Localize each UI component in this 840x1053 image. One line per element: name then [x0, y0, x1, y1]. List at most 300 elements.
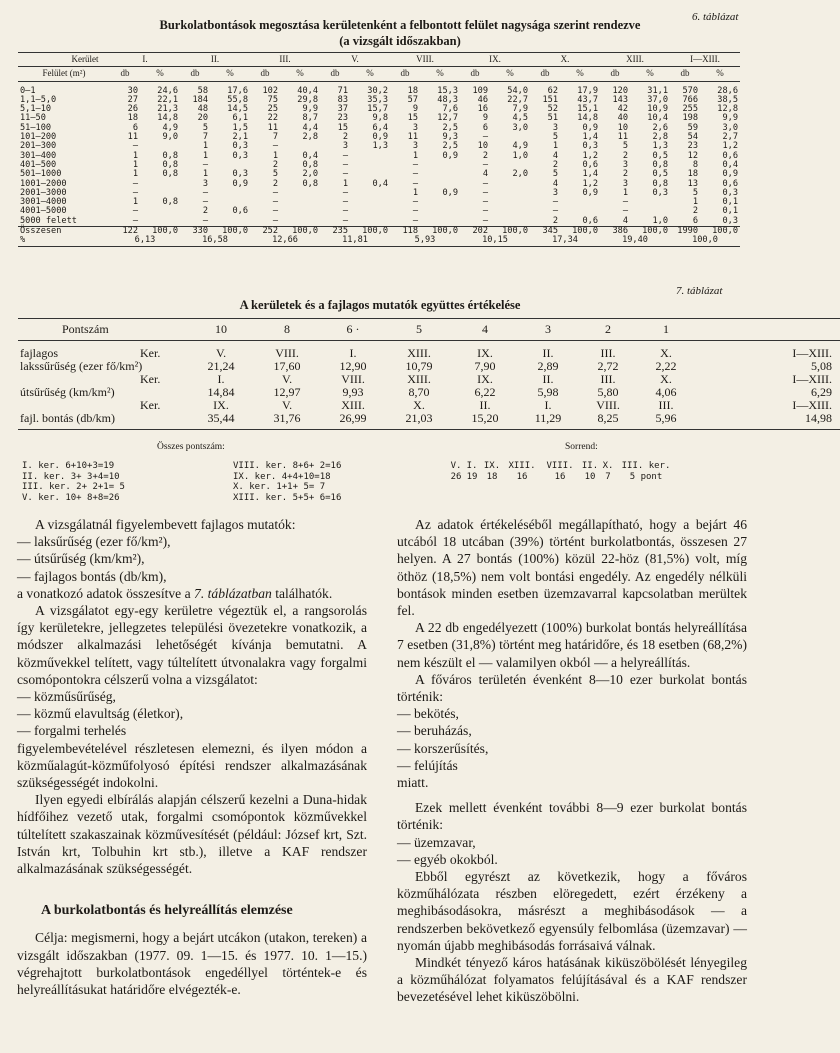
table-cell: 0,6 — [722, 150, 738, 161]
table-cell: 57 — [407, 94, 418, 105]
list-item: — laksűrűség (ezer fő/km²), — [17, 534, 171, 550]
table-cell: 2,6 — [652, 122, 668, 133]
table-cell: 10,79 — [405, 359, 433, 373]
table-cell: 30,2 — [367, 85, 388, 96]
table-cell: 0,8 — [652, 178, 668, 189]
table-cell: 15,3 — [437, 85, 458, 96]
table-cell: 9,9 — [302, 104, 318, 115]
district-header: IX. — [460, 53, 530, 67]
table-cell: 1,5 — [232, 122, 248, 133]
sorrend-district: III. ker. — [621, 461, 671, 471]
table-cell: 102 — [262, 85, 278, 96]
pct-header: % — [210, 67, 250, 81]
paragraph: Célja: megismerni, hogy a bejárt utcákon (utakon, tereken) a vizsgált időszakban (1977. 09. 1—15. és 1977. 10. 1—15.) végrehajtott burkolatbontások engedéllyel történtek-e és helyreállításukat határidőre elvégezték-e. — [17, 930, 367, 998]
table-cell: 8,7 — [302, 113, 318, 124]
total-cell: 100,0 — [560, 227, 600, 237]
row-sublabel: Ker. — [140, 372, 161, 386]
table-cell: 2 — [692, 206, 698, 217]
table-cell: III. — [658, 398, 674, 412]
table-cell: — — [132, 187, 138, 198]
list-item: — közműsűrűség, — [17, 689, 116, 705]
table-cell: — — [202, 159, 208, 170]
table-cell: 0,8 — [162, 169, 178, 180]
sorrend-district: V. — [450, 461, 462, 471]
table-cell: XIII. — [407, 372, 431, 386]
table-cell: 10 — [617, 122, 628, 133]
table-cell: 12,97 — [273, 385, 301, 399]
table-cell: 0,9 — [582, 187, 598, 198]
table-cell: — — [482, 206, 488, 217]
table-cell: 26 — [127, 104, 138, 115]
table-cell: 1,2 — [722, 141, 738, 152]
table-cell: — — [272, 141, 278, 152]
table-cell: III. — [600, 372, 616, 386]
table-cell: 48,3 — [437, 94, 458, 105]
table-cell: 2,22 — [655, 359, 677, 373]
table-cell: 54,0 — [507, 85, 528, 96]
table-cell: 26,99 — [320, 412, 386, 430]
table-cell: IX. — [477, 346, 493, 360]
db-header: db — [110, 67, 140, 81]
table-cell: 46 — [477, 94, 488, 105]
table-cell: 1,0 — [652, 215, 668, 226]
table-cell — [280, 198, 320, 207]
table-cell: 23 — [337, 113, 348, 124]
table-cell: 3 — [622, 178, 628, 189]
table-cell: 8,70 — [408, 385, 430, 399]
table-cell: 2,0 — [512, 169, 528, 180]
table-cell: 1,2 — [582, 178, 598, 189]
db-header: db — [460, 67, 490, 81]
sorrend-points: 16 — [516, 471, 528, 482]
table-6-tag: 6. táblázat — [692, 11, 739, 23]
table-cell: 9,0 — [162, 132, 178, 143]
table-cell: 17,60 — [273, 359, 301, 373]
table-cell — [420, 170, 460, 179]
table-cell: — — [132, 215, 138, 226]
table-cell: 4 — [552, 150, 558, 161]
table-cell: 198 — [682, 113, 698, 124]
table-cell: 3 — [552, 122, 558, 133]
table-cell: 0,5 — [652, 150, 668, 161]
table-cell: — — [202, 215, 208, 226]
table-cell: 5,80 — [597, 385, 619, 399]
table-cell: 21,3 — [157, 104, 178, 115]
sorrend-points: 7 — [605, 471, 611, 482]
table-cell: 6,22 — [474, 385, 496, 399]
summary-item: X. ker. 1+1+ 5= 7 — [233, 482, 326, 492]
table-cell: 22,7 — [507, 94, 528, 105]
table-cell: 18 — [127, 113, 138, 124]
table-cell: 52 — [547, 104, 558, 115]
table-cell: 0,8 — [302, 178, 318, 189]
table-cell: 12,8 — [717, 104, 738, 115]
table-7-header — [18, 319, 840, 341]
sorrend-points: 26 — [450, 471, 462, 482]
avg-cell: 100,0 — [670, 236, 740, 246]
table-cell: — — [342, 215, 348, 226]
district-header: XIII. — [600, 53, 670, 67]
total-cell: 235 — [320, 227, 350, 237]
table-cell: 7,9 — [512, 104, 528, 115]
table-cell: 3,0 — [722, 122, 738, 133]
summary-item: II. ker. 3+ 3+4=10 — [22, 471, 120, 482]
list-item: — forgalmi terhelés — [17, 723, 127, 739]
table-cell: 0,9 — [442, 187, 458, 198]
table-cell: 5 — [202, 122, 208, 133]
summary-item: XIII. ker. 5+5+ 6=16 — [233, 492, 342, 503]
district-header: VIII. — [390, 53, 460, 67]
avg-cell: 6,13 — [110, 236, 180, 246]
row-sublabel — [138, 412, 188, 430]
db-header: db — [250, 67, 280, 81]
table-cell: 7 — [202, 132, 208, 143]
table-cell: — — [482, 132, 488, 143]
table-cell: 83 — [337, 94, 348, 105]
table-cell: 2 — [342, 132, 348, 143]
table-cell: 2 — [482, 150, 488, 161]
table-cell: — — [202, 187, 208, 198]
summary-item: VIII. ker. 8+6+ 2=16 — [233, 461, 342, 471]
db-header: db — [320, 67, 350, 81]
sorrend-district: VIII. — [546, 461, 574, 471]
table-cell: 0,3 — [232, 141, 248, 152]
table-cell: 12,90 — [339, 359, 367, 373]
table-cell: 9,3 — [442, 132, 458, 143]
table-cell: 7,6 — [442, 104, 458, 115]
list-item: — fajlagos bontás (db/km), — [17, 568, 167, 584]
total-cell: 100,0 — [490, 227, 530, 237]
table-cell: 5,08 — [811, 359, 833, 373]
table-cell: 1,0 — [512, 150, 528, 161]
table-cell: 0,4 — [722, 159, 738, 170]
list-item: — egyéb okokból. — [397, 851, 498, 867]
total-cell: 386 — [600, 227, 630, 237]
table-cell: 0,9 — [582, 122, 598, 133]
table-cell: — — [342, 206, 348, 217]
table-cell: 51 — [547, 113, 558, 124]
table-cell: 18 — [407, 85, 418, 96]
table-cell: — — [272, 215, 278, 226]
table-cell: — — [272, 197, 278, 208]
table-cell: 255 — [682, 104, 698, 115]
table-cell: — — [412, 215, 418, 226]
table-cell: 120 — [612, 85, 628, 96]
table-cell: I. — [349, 346, 357, 360]
table-cell: 28,6 — [717, 85, 738, 96]
table-cell: 1 — [692, 197, 698, 208]
table-cell: 6,29 — [811, 385, 833, 399]
table-cell: 0,5 — [652, 169, 668, 180]
table-cell: 2,5 — [442, 122, 458, 133]
paragraph: A 22 db engedélyezett (100%) burkolat bontás helyreállítása 7 esetben (31,8%) történt meg határidőre, és 18 esetben (68,2%) nem készült el — valamilyen okból — a helyreállítás. — [397, 620, 747, 670]
table-cell: V. — [281, 398, 293, 412]
spacer — [397, 791, 747, 799]
table-cell: 0,1 — [722, 197, 738, 208]
table-cell: 15 — [407, 113, 418, 124]
table-cell: 9,9 — [722, 113, 738, 124]
table-cell: 24,6 — [157, 85, 178, 96]
table-cell: 3 — [552, 187, 558, 198]
table-cell: 11 — [267, 122, 278, 133]
table-cell: 0,8 — [652, 159, 668, 170]
paragraph: Az adatok értékeléséből megállapítható, hogy a bejárt 46 utcából 18 utcában (39%) történt burkolatbontás, összesen 27 helyen. A 27 bontás (100%) közül 22-höz (81,5%) volt, míg öthöz (18,5%) nem volt bontási engedély. Az engedély nélküli bontások minden esetben üzemzavarral kapcsolatban merültek fel. — [397, 517, 747, 619]
avg-cell: 19,40 — [600, 236, 670, 246]
table-cell: 0,8 — [162, 197, 178, 208]
table-cell: 8,25 — [578, 412, 638, 430]
table-cell: 0,3 — [232, 169, 248, 180]
table-cell: — — [412, 206, 418, 217]
table-cell: 23 — [687, 141, 698, 152]
table-cell: 2 — [622, 169, 628, 180]
table-cell: 3,0 — [512, 122, 528, 133]
paragraph: A vizsgálatot egy-egy kerületre végeztük el, a rangsorolás így kerületekre, jellegzetes települési övezetekre vonatkozik, a módszer alkalmazási lehetőségét kívánja bemutatni. A közművekkel telített, vagy túltelített útvonalakra vagy forgalmi csomópontokra célszerű volna a vizsgálatot: — [17, 603, 367, 687]
table-cell: 15 — [337, 122, 348, 133]
row-label: 51—100 — [20, 122, 52, 133]
table-cell: II. — [542, 346, 554, 360]
points-header: 3 — [518, 319, 578, 341]
avg-cell: 16,58 — [180, 236, 250, 246]
total-cell: 100,0 — [280, 227, 320, 237]
row-label: 5000 felett — [20, 215, 77, 226]
points-header: 2 — [578, 319, 638, 341]
table-cell: I—XIII. — [792, 372, 833, 386]
table-cell: 0,6 — [722, 178, 738, 189]
row-label: lakssűrűség (ezer fő/km²) — [20, 359, 143, 373]
table-6-title-line1: Burkolatbontások megosztása kerületenként a felbontott felület nagysága szerint rendezve — [159, 18, 641, 32]
table-cell: 2 — [552, 159, 558, 170]
total-cell: 330 — [180, 227, 210, 237]
table-row — [18, 81, 740, 96]
total-cell: 100,0 — [210, 227, 250, 237]
table-row — [18, 198, 740, 207]
table-cell: 1,3 — [372, 141, 388, 152]
paragraph: Mindkét tényező káros hatásának kiküszöbölését lényegileg a közműhálózat folyamatos felújításával és a KAF rendszer bevezetésével lehet kiküszöbölni. — [397, 955, 747, 1005]
table-cell: 151 — [542, 94, 558, 105]
table-cell: 4,06 — [655, 385, 677, 399]
table-cell: 10 — [477, 141, 488, 152]
table-cell: — — [482, 178, 488, 189]
table-cell: XIII. — [341, 398, 365, 412]
row-label: 301—400 — [20, 150, 57, 161]
table-cell: 15,1 — [577, 104, 598, 115]
total-cell: 118 — [390, 227, 420, 237]
table-cell: I—XIII. — [792, 398, 833, 412]
table-cell: 0,6 — [582, 159, 598, 170]
table-cell: 17,9 — [577, 85, 598, 96]
table-cell: 184 — [192, 94, 208, 105]
table-cell: 16 — [477, 104, 488, 115]
table-row — [18, 341, 840, 361]
table-cell: 1 — [132, 159, 138, 170]
row-label: fajl. bontás (db/km) — [18, 412, 138, 430]
sorrend-title: Sorrend: — [565, 442, 598, 452]
table-cell — [420, 161, 460, 170]
table-cell: 1 — [132, 197, 138, 208]
table-cell: 35,3 — [367, 94, 388, 105]
table-cell: 2,1 — [232, 132, 248, 143]
table-cell: 2,0 — [302, 169, 318, 180]
table-cell: IX. — [477, 372, 493, 386]
row-label: 1,1—5,0 — [20, 94, 57, 105]
table-cell: VIII. — [341, 372, 365, 386]
table-cell: 43,7 — [577, 94, 598, 105]
pct-header: % — [140, 67, 180, 81]
table-cell: 12 — [687, 150, 698, 161]
sorrend-district-row — [448, 461, 728, 472]
table-cell: 1 — [622, 187, 628, 198]
db-header: db — [670, 67, 700, 81]
table-cell — [280, 207, 320, 216]
total-cell: 100,0 — [700, 227, 740, 237]
paragraph: Ilyen egyedi elbírálás alapján célszerű kezelni a Duna-hidak hídfőihez vezető utak, forgalmi csomópontok közművekkel túltelített szakaszainak közművesítését (például: József krt, Szt. István krt, Tolbuhin krt stb.), illetve a KAF rendszer alkalmazásának szükségességét. — [17, 792, 367, 877]
table-cell: 2 — [272, 178, 278, 189]
table-cell: VIII. — [596, 398, 620, 412]
table-cell: 20 — [197, 113, 208, 124]
table-cell — [560, 198, 600, 207]
table-cell: 40,4 — [297, 85, 318, 96]
table-cell: 766 — [682, 94, 698, 105]
table-cell: V. — [215, 346, 227, 360]
table-cell: X. — [660, 346, 672, 360]
table-cell: 21,24 — [207, 359, 235, 373]
table-row — [18, 412, 840, 430]
table-cell: 31,1 — [647, 85, 668, 96]
points-header: 1 — [638, 319, 694, 341]
table-cell — [630, 198, 670, 207]
row-label: 3001—4000 — [20, 197, 67, 208]
table-cell: 17,6 — [227, 85, 248, 96]
total-cell: 202 — [460, 227, 490, 237]
pct-header: % — [350, 67, 390, 81]
table-cell: 0,3 — [722, 187, 738, 198]
points-header-blank — [694, 319, 840, 341]
table-cell: 6,1 — [232, 113, 248, 124]
table-cell: 1 — [132, 169, 138, 180]
text-span: találhatók. — [271, 585, 333, 601]
row-label: fajlagos — [20, 346, 58, 360]
table-cell: 59 — [687, 122, 698, 133]
table-cell: — — [622, 197, 628, 208]
total-cell: 122 — [110, 227, 140, 237]
kerulet-header: Kerület — [18, 53, 110, 67]
table-cell: 37 — [337, 104, 348, 115]
table-cell: 13 — [687, 178, 698, 189]
table-cell: — — [482, 159, 488, 170]
table-cell — [490, 207, 530, 216]
table-cell: 18 — [687, 169, 698, 180]
table-cell: 38,5 — [717, 94, 738, 105]
paragraph: A főváros területén évenként 8—10 ezer burkolat bontás történik: — [397, 671, 747, 705]
table-cell: — — [342, 187, 348, 198]
table-cell: 3 — [412, 141, 418, 152]
table-cell: — — [622, 206, 628, 217]
table-cell — [350, 207, 390, 216]
avg-cell: 17,34 — [530, 236, 600, 246]
table-cell: 0,3 — [232, 150, 248, 161]
table-row — [18, 152, 740, 161]
row-sublabel: Ker. — [140, 398, 161, 412]
table-cell: 3 — [342, 141, 348, 152]
table-cell — [490, 189, 530, 198]
table-cell: — — [342, 150, 348, 161]
row-label: 0—1 — [20, 85, 36, 96]
sorrend-points-row — [448, 472, 728, 483]
table-cell — [140, 207, 180, 216]
pct-header: % — [560, 67, 600, 81]
table-cell: 1,3 — [652, 141, 668, 152]
row-label: 11—50 — [20, 113, 46, 124]
table-7-title: A kerületek és a fajlagos mutatók együttes értékelése — [239, 298, 521, 312]
pct-header: % — [280, 67, 320, 81]
district-header: V. — [320, 53, 390, 67]
row-label: 101—200 — [20, 132, 57, 143]
avg-cell: 10,15 — [460, 236, 530, 246]
total-cell: 100,0 — [140, 227, 180, 237]
table-cell: 4,4 — [302, 122, 318, 133]
table-cell: 0,6 — [232, 206, 248, 217]
row-label: 2001—3000 — [20, 187, 67, 198]
table-cell: 0,9 — [722, 169, 738, 180]
text-span: a vonatkozó adatok összesítve a — [17, 585, 195, 601]
points-header: 10 — [188, 319, 254, 341]
table-cell: — — [342, 159, 348, 170]
table-cell: 1 — [412, 150, 418, 161]
table-cell — [210, 189, 250, 198]
table-cell — [420, 207, 460, 216]
avg-cell: 5,93 — [390, 236, 460, 246]
table-cell: 1 — [552, 141, 558, 152]
table-cell: 10,4 — [647, 113, 668, 124]
table-6 — [18, 52, 740, 247]
table-cell: V. — [281, 372, 293, 386]
table-cell: 109 — [472, 85, 488, 96]
list-item: — korszerűsítés, — [397, 740, 489, 756]
list-item: — közmű elavultság (életkor), — [17, 706, 184, 722]
total-cell: 252 — [250, 227, 280, 237]
table-cell: — — [482, 215, 488, 226]
sorrend-district: XIII. — [508, 461, 536, 471]
summary-middle-list — [233, 461, 341, 503]
table-cell: I. — [217, 372, 225, 386]
table-cell: 3 — [202, 178, 208, 189]
table-cell: 0,3 — [582, 141, 598, 152]
table-cell: 54 — [687, 132, 698, 143]
list-item: — üzemzavar, — [397, 834, 476, 850]
pct-header: % — [420, 67, 460, 81]
table-cell: — — [132, 178, 138, 189]
table-6-unit-header — [18, 67, 740, 81]
table-cell: 3 — [412, 122, 418, 133]
table-cell: 2,7 — [722, 132, 738, 143]
table-7-tag: 7. táblázat — [676, 285, 723, 297]
points-header: 4 — [452, 319, 518, 341]
district-header: I—XIII. — [670, 53, 740, 67]
list-item: — felújítás — [397, 757, 458, 773]
list-item: miatt. — [397, 775, 429, 791]
sorrend-points: 16 — [554, 471, 566, 482]
table-cell: 2,8 — [302, 132, 318, 143]
table-cell: 6,4 — [372, 122, 388, 133]
table-cell: 75 — [267, 94, 278, 105]
table-cell: 14,84 — [207, 385, 235, 399]
table-cell: — — [272, 187, 278, 198]
table-cell: 1 — [202, 150, 208, 161]
sorrend-points: 5 pont — [629, 471, 663, 482]
row-label: 4001—5000 — [20, 206, 67, 217]
sorrend-points: 18 — [486, 471, 498, 482]
table-cell: I—XIII. — [792, 346, 833, 360]
